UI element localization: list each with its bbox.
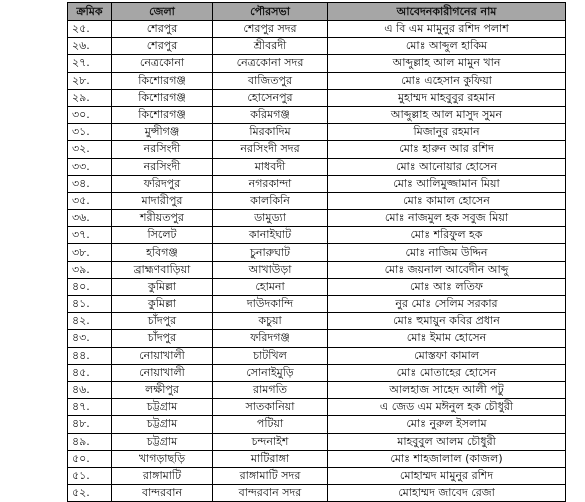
municipality-cell: মিরকাদিম (213, 124, 328, 141)
municipality-cell: বান্দরবান সদর (213, 485, 328, 502)
district-cell: কিশোরগঞ্জ (112, 106, 213, 123)
table-row (68, 347, 566, 364)
applicant-name-cell: মোঃ নাজিম উদ্দিন (328, 244, 566, 261)
district-cell: কিশোরগঞ্জ (112, 89, 213, 106)
table-row (68, 89, 566, 106)
applicant-name-cell: মোঃ শাহজালাল (কাজল) (328, 450, 566, 467)
serial-cell: ৪২. (68, 313, 112, 330)
district-cell: নেত্রকোনা (112, 55, 213, 72)
serial-cell: ৫২. (68, 485, 112, 502)
header-row (68, 3, 566, 21)
table-row (68, 210, 566, 227)
municipality-cell: সাতকানিয়া (213, 399, 328, 416)
applicant-name-cell: মোস্তফা কামাল (328, 347, 566, 364)
municipality-cell: চন্দনাইশ (213, 433, 328, 450)
district-cell: চট্টগ্রাম (112, 399, 213, 416)
table-row (68, 227, 566, 244)
applicants-table (67, 2, 566, 502)
table-row (68, 106, 566, 123)
serial-cell: ৪৮. (68, 416, 112, 433)
municipality-cell: বাজিতপুর (213, 72, 328, 89)
serial-cell: ২৬. (68, 38, 112, 55)
municipality-cell: শেরপুর সদর (213, 21, 328, 38)
serial-cell: ২৮. (68, 72, 112, 89)
municipality-cell: নেত্রকোনা সদর (213, 55, 328, 72)
applicant-name-cell: মোঃ ইমাম হোসেন (328, 330, 566, 347)
serial-cell: ৩২. (68, 141, 112, 158)
municipality-cell: শ্রীবরদী (213, 38, 328, 55)
municipality-cell: হোসেনপুর (213, 89, 328, 106)
municipality-cell: কালকিনি (213, 192, 328, 209)
serial-cell: ৩৯. (68, 261, 112, 278)
table-row (68, 381, 566, 398)
serial-cell: ৪৪. (68, 347, 112, 364)
applicant-name-cell: মোঃ আনোয়ার হোসেন (328, 158, 566, 175)
district-cell: মাদারীপুর (112, 192, 213, 209)
table-row (68, 278, 566, 295)
applicant-name-cell: মোঃ নুরুল ইসলাম (328, 416, 566, 433)
municipality-cell: নরসিংদী সদর (213, 141, 328, 158)
municipality-cell: রামগতি (213, 381, 328, 398)
municipality-cell: দাউদকান্দি (213, 296, 328, 313)
table-row (68, 38, 566, 55)
table-row (68, 313, 566, 330)
serial-cell: ৩৪. (68, 175, 112, 192)
municipality-cell: আখাউড়া (213, 261, 328, 278)
applicant-name-cell: মুহাম্মদ মাহবুবুর রহমান (328, 89, 566, 106)
district-cell: ব্রাহ্মণবাড়িয়া (112, 261, 213, 278)
district-cell: চাঁদপুর (112, 313, 213, 330)
district-cell: হবিগঞ্জ (112, 244, 213, 261)
district-cell: কিশোরগঞ্জ (112, 72, 213, 89)
serial-cell: ৩০. (68, 106, 112, 123)
applicant-name-cell: আলহাজ সাহেদ আলী পটু (328, 381, 566, 398)
district-cell: ফরিদপুর (112, 175, 213, 192)
district-cell: মুন্সীগঞ্জ (112, 124, 213, 141)
header-district: জেলা (112, 3, 213, 21)
serial-cell: ৩৬. (68, 210, 112, 227)
table-row (68, 416, 566, 433)
header-municipality: পৌরসভা (213, 3, 328, 21)
municipality-cell: হোমনা (213, 278, 328, 295)
serial-cell: ৩১. (68, 124, 112, 141)
applicant-name-cell: মাহবুবুল আলম চৌধুরী (328, 433, 566, 450)
serial-cell: ৪৩. (68, 330, 112, 347)
table-row (68, 399, 566, 416)
municipality-cell: করিমগঞ্জ (213, 106, 328, 123)
municipality-cell: কচুয়া (213, 313, 328, 330)
municipality-cell: ফরিদগঞ্জ (213, 330, 328, 347)
district-cell: নরসিংদী (112, 158, 213, 175)
applicant-name-cell: এ বি এম মামুনুর রশিদ পলাশ (328, 21, 566, 38)
applicant-name-cell: মোঃ আব্দুল হাকিম (328, 38, 566, 55)
serial-cell: ৩৮. (68, 244, 112, 261)
table-row (68, 55, 566, 72)
serial-cell: ৪১. (68, 296, 112, 313)
table-row (68, 485, 566, 502)
applicant-name-cell: মোঃ মোতাহের হোসেন (328, 364, 566, 381)
serial-cell: ৩৭. (68, 227, 112, 244)
district-cell: বান্দরবান (112, 485, 213, 502)
applicant-name-cell: মোঃ জয়নাল আবেদীন আব্দু (328, 261, 566, 278)
serial-cell: ৫১. (68, 467, 112, 484)
table-row (68, 261, 566, 278)
applicant-name-cell: মোঃ শরিফুল হক (328, 227, 566, 244)
district-cell: কুমিল্লা (112, 296, 213, 313)
district-cell: চট্টগ্রাম (112, 416, 213, 433)
district-cell: চাঁদপুর (112, 330, 213, 347)
table-row (68, 450, 566, 467)
applicant-name-cell: আব্দুল্লাহ আল মাসুদ সুমন (328, 106, 566, 123)
table-row (68, 433, 566, 450)
table-row (68, 296, 566, 313)
municipality-cell: ডামুড্যা (213, 210, 328, 227)
district-cell: শেরপুর (112, 38, 213, 55)
applicant-name-cell: মোহাম্মদ জাবেদ রেজা (328, 485, 566, 502)
municipality-cell: কানাইঘাট (213, 227, 328, 244)
table-row (68, 141, 566, 158)
header-serial: ক্রমিক (68, 3, 112, 21)
applicant-name-cell: মোঃ আলিমুজ্জামান মিয়া (328, 175, 566, 192)
applicant-name-cell: নুর মোঃ সেলিম সরকার (328, 296, 566, 313)
serial-cell: ৩৫. (68, 192, 112, 209)
municipality-cell: চাটখিল (213, 347, 328, 364)
municipality-cell: চুনারুঘাট (213, 244, 328, 261)
table-row (68, 192, 566, 209)
serial-cell: ২৫. (68, 21, 112, 38)
table-row (68, 72, 566, 89)
table-header (68, 3, 566, 21)
applicant-name-cell: মোঃ কামাল হোসেন (328, 192, 566, 209)
municipality-cell: মাধবদী (213, 158, 328, 175)
applicant-name-cell: মোঃ হারুন আর রশিদ (328, 141, 566, 158)
serial-cell: ৪৬. (68, 381, 112, 398)
table-body (68, 21, 566, 502)
serial-cell: ৩৩. (68, 158, 112, 175)
municipality-cell: পটিয়া (213, 416, 328, 433)
district-cell: লক্ষীপুর (112, 381, 213, 398)
table-row (68, 330, 566, 347)
applicant-name-cell: মোহাম্মদ মামুনুর রশিদ (328, 467, 566, 484)
table-row (68, 467, 566, 484)
table-row (68, 364, 566, 381)
district-cell: শরীয়তপুর (112, 210, 213, 227)
table-row (68, 244, 566, 261)
table-row (68, 175, 566, 192)
district-cell: রাঙ্গামাটি (112, 467, 213, 484)
serial-cell: ৪৭. (68, 399, 112, 416)
district-cell: চট্টগ্রাম (112, 433, 213, 450)
applicant-name-cell: আব্দুল্লাহ আল মামুন খান (328, 55, 566, 72)
table-row (68, 158, 566, 175)
applicant-name-cell: মোঃ এহেসান কুফিয়া (328, 72, 566, 89)
serial-cell: ৪৯. (68, 433, 112, 450)
applicant-name-cell: মিজানুর রহমান (328, 124, 566, 141)
district-cell: খাগড়াছড়ি (112, 450, 213, 467)
header-applicants: আবেদনকারীগনের নাম (328, 3, 566, 21)
municipality-cell: মাটিরাঙ্গা (213, 450, 328, 467)
table-row (68, 124, 566, 141)
serial-cell: ৫০. (68, 450, 112, 467)
document-sheet (67, 2, 565, 502)
applicant-name-cell: মোঃ আঃ লতিফ (328, 278, 566, 295)
district-cell: সিলেট (112, 227, 213, 244)
municipality-cell: সোনাইমুড়ি (213, 364, 328, 381)
district-cell: নরসিংদী (112, 141, 213, 158)
district-cell: নোয়াখালী (112, 364, 213, 381)
applicant-name-cell: মোঃ হুমায়ুন কবির প্রধান (328, 313, 566, 330)
district-cell: শেরপুর (112, 21, 213, 38)
serial-cell: ৪৫. (68, 364, 112, 381)
applicant-name-cell: মোঃ নাজমুল হক সবুজ মিয়া (328, 210, 566, 227)
municipality-cell: নগরকান্দা (213, 175, 328, 192)
district-cell: কুমিল্লা (112, 278, 213, 295)
serial-cell: ৪০. (68, 278, 112, 295)
serial-cell: ২৭. (68, 55, 112, 72)
applicant-name-cell: এ জেড এম মঈনুল হক চৌধুরী (328, 399, 566, 416)
serial-cell: ২৯. (68, 89, 112, 106)
district-cell: নোয়াখালী (112, 347, 213, 364)
municipality-cell: রাঙ্গামাটি সদর (213, 467, 328, 484)
table-row (68, 21, 566, 38)
